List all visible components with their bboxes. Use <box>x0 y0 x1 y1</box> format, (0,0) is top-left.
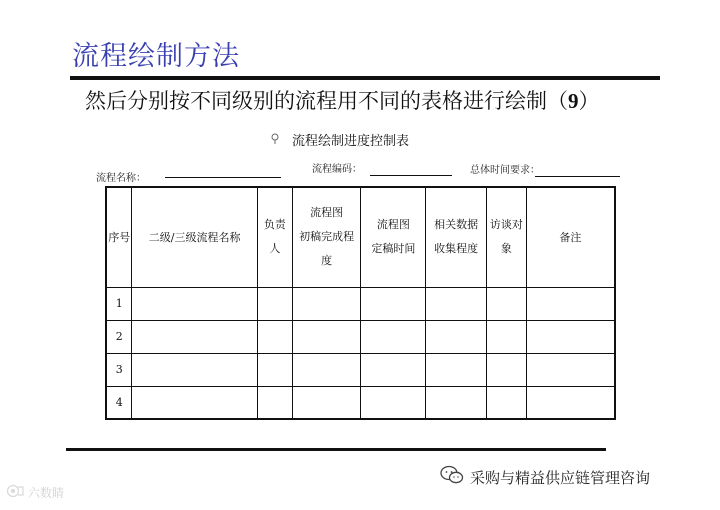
cell-interviewee[interactable] <box>486 353 526 386</box>
cell-draft-progress[interactable] <box>292 386 361 419</box>
form-title-row <box>270 133 409 151</box>
footer-divider <box>66 448 606 451</box>
row-number: 4 <box>106 386 132 419</box>
slide-subtitle <box>85 86 600 116</box>
cell-remark[interactable] <box>526 287 615 320</box>
header-interviewee <box>486 187 526 287</box>
cell-draft-progress[interactable] <box>292 353 361 386</box>
header-draft-progress <box>292 187 361 287</box>
cell-draft-progress[interactable] <box>292 287 361 320</box>
cell-interviewee[interactable] <box>486 287 526 320</box>
cell-final-time[interactable] <box>361 353 426 386</box>
slide-title: 流程绘制方法 <box>72 41 240 72</box>
cell-data-collection[interactable] <box>426 320 487 353</box>
row-number: 3 <box>106 353 132 386</box>
table-row <box>106 353 615 386</box>
watermark-icon <box>6 483 24 502</box>
cell-final-time[interactable] <box>361 386 426 419</box>
title-divider <box>70 76 660 80</box>
pin-icon <box>270 133 280 151</box>
process-code-label: 流程编码： <box>312 164 362 175</box>
row-number: 2 <box>106 320 132 353</box>
header-owner-line2: 人 <box>269 242 281 256</box>
cell-data-collection[interactable] <box>426 287 487 320</box>
header-owner <box>257 187 292 287</box>
process-name-field[interactable] <box>165 177 281 178</box>
wechat-attribution <box>440 465 650 489</box>
watermark-text: 六数睛 <box>28 486 65 500</box>
header-draft-line2: 初稿完成程 <box>299 230 355 244</box>
cell-process-name[interactable] <box>132 287 257 320</box>
header-remark: 备注 <box>526 187 615 287</box>
watermark <box>6 483 64 502</box>
cell-owner[interactable] <box>257 353 292 386</box>
cell-remark[interactable] <box>526 386 615 419</box>
table-header-row <box>106 187 615 287</box>
form-title: 流程绘制进度控制表 <box>292 134 410 149</box>
process-name-label: 流程名称： <box>96 173 146 184</box>
header-owner-line1: 负责 <box>263 218 286 232</box>
cell-final-time[interactable] <box>361 320 426 353</box>
cell-final-time[interactable] <box>361 287 426 320</box>
cell-data-collection[interactable] <box>426 386 487 419</box>
process-code-field[interactable] <box>370 175 452 176</box>
header-data-collection <box>426 187 487 287</box>
header-draft-line1: 流程图 <box>310 206 344 220</box>
cell-draft-progress[interactable] <box>292 320 361 353</box>
progress-control-table <box>105 186 616 420</box>
cell-owner[interactable] <box>257 320 292 353</box>
header-final-line1: 流程图 <box>376 218 410 232</box>
table-row <box>106 320 615 353</box>
cell-process-name[interactable] <box>132 320 257 353</box>
total-time-label: 总体时间要求： <box>470 165 540 176</box>
cell-interviewee[interactable] <box>486 320 526 353</box>
cell-data-collection[interactable] <box>426 353 487 386</box>
wechat-icon <box>440 465 464 489</box>
table-row <box>106 386 615 419</box>
cell-process-name[interactable] <box>132 353 257 386</box>
cell-owner[interactable] <box>257 386 292 419</box>
header-seq: 序号 <box>106 187 132 287</box>
header-final-line2: 定稿时间 <box>371 242 416 256</box>
subtitle-suffix: ） <box>578 89 600 113</box>
row-number: 1 <box>106 287 132 320</box>
wechat-account-name: 采购与精益供应链管理咨询 <box>470 468 651 487</box>
total-time-field[interactable] <box>535 176 620 177</box>
header-process-name: 二级/三级流程名称 <box>132 187 257 287</box>
cell-interviewee[interactable] <box>486 386 526 419</box>
header-draft-line3: 度 <box>321 254 333 268</box>
subtitle-number: 9 <box>568 89 579 113</box>
cell-owner[interactable] <box>257 287 292 320</box>
cell-remark[interactable] <box>526 353 615 386</box>
table-row <box>106 287 615 320</box>
cell-remark[interactable] <box>526 320 615 353</box>
subtitle-prefix: 然后分别按不同级别的流程用不同的表格进行绘制（ <box>85 89 568 113</box>
header-data-line1: 相关数据 <box>434 218 479 232</box>
cell-process-name[interactable] <box>132 386 257 419</box>
header-final-time <box>361 187 426 287</box>
header-data-line2: 收集程度 <box>434 242 479 256</box>
header-interview-line1: 访谈对 <box>489 218 523 232</box>
header-interview-line2: 象 <box>500 242 512 256</box>
